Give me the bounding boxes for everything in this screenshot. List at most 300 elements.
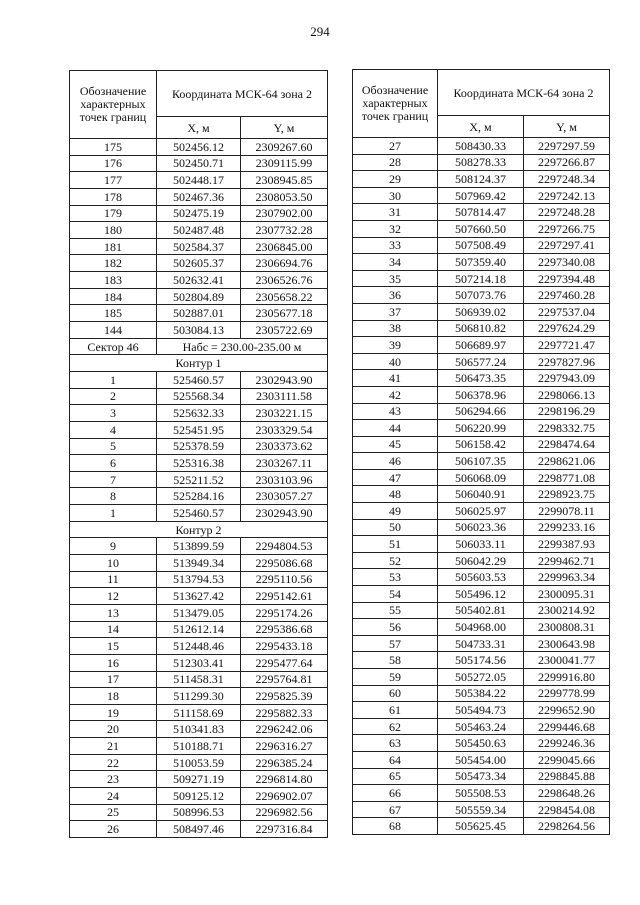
y-coordinate-cell: 2295386.68: [241, 621, 328, 638]
x-coordinate-cell: 510053.59: [157, 754, 241, 771]
y-coordinate-cell: 2296814.80: [241, 771, 328, 788]
sector-height-value: Набс = 230.00-235.00 м: [157, 338, 328, 355]
x-coordinate-cell: 506294.66: [438, 403, 524, 420]
point-number-cell: 180: [70, 222, 157, 239]
y-coordinate-cell: 2308945.85: [241, 172, 328, 189]
point-number-cell: 62: [353, 718, 438, 735]
table-row: [70, 405, 328, 422]
y-coordinate-cell: 2303221.15: [241, 405, 328, 422]
y-coordinate-cell: 2299652.90: [524, 702, 610, 719]
table-row: [353, 818, 610, 835]
point-number-cell: 27: [353, 138, 438, 155]
table-row: [353, 685, 610, 702]
coordinate-system-header: Координата МСК-64 зона 2: [157, 71, 328, 117]
y-coordinate-cell: 2295110.56: [241, 571, 328, 588]
contour-row: [70, 355, 328, 372]
table-row: [70, 505, 328, 522]
point-number-cell: 26: [70, 821, 157, 838]
y-coordinate-cell: 2297721.47: [524, 337, 610, 354]
x-coordinate-cell: 525460.57: [157, 505, 241, 522]
x-coordinate-cell: 525460.57: [157, 371, 241, 388]
point-number-cell: 183: [70, 272, 157, 289]
sector-row: [70, 338, 328, 355]
y-coordinate-cell: 2299916.80: [524, 669, 610, 686]
point-number-cell: 1: [70, 505, 157, 522]
y-coordinate-cell: 2300808.31: [524, 619, 610, 636]
table-row: [353, 303, 610, 320]
x-coordinate-cell: 506042.29: [438, 552, 524, 569]
point-number-cell: 18: [70, 688, 157, 705]
point-number-cell: 12: [70, 588, 157, 605]
x-coordinate-cell: 503084.13: [157, 322, 241, 339]
point-number-cell: 144: [70, 322, 157, 339]
x-coordinate-cell: 505494.73: [438, 702, 524, 719]
x-coordinate-cell: 508430.33: [438, 138, 524, 155]
point-number-cell: 54: [353, 586, 438, 603]
point-number-cell: 50: [353, 519, 438, 536]
y-coordinate-cell: 2303111.58: [241, 388, 328, 405]
point-number-cell: 49: [353, 503, 438, 520]
table-row: [353, 138, 610, 155]
table-row: [353, 154, 610, 171]
table-row: [353, 270, 610, 287]
y-coordinate-cell: 2303373.62: [241, 438, 328, 455]
x-coordinate-cell: 506025.97: [438, 503, 524, 520]
x-coordinate-cell: 509271.19: [157, 771, 241, 788]
table-row: [70, 638, 328, 655]
table-row: [353, 569, 610, 586]
point-column-header: Обозначение характерных точек границ: [353, 70, 438, 138]
x-coordinate-cell: 506810.82: [438, 320, 524, 337]
x-coordinate-cell: 502467.36: [157, 188, 241, 205]
table-row: [70, 671, 328, 688]
table-row: [353, 469, 610, 486]
x-coordinate-cell: 506689.97: [438, 337, 524, 354]
x-coordinate-cell: 506107.35: [438, 453, 524, 470]
table-row: [70, 588, 328, 605]
y-coordinate-cell: 2295882.33: [241, 704, 328, 721]
x-coordinate-cell: 525211.52: [157, 471, 241, 488]
x-coordinate-cell: 509125.12: [157, 787, 241, 804]
x-coordinate-cell: 507969.42: [438, 187, 524, 204]
x-coordinate-cell: 502448.17: [157, 172, 241, 189]
point-number-cell: 56: [353, 619, 438, 636]
point-number-cell: 25: [70, 804, 157, 821]
table-row: [353, 768, 610, 785]
x-coordinate-cell: 507214.18: [438, 270, 524, 287]
point-number-cell: 21: [70, 738, 157, 755]
x-coordinate-cell: 502632.41: [157, 272, 241, 289]
y-coordinate-cell: 2298648.26: [524, 785, 610, 802]
table-row: [353, 552, 610, 569]
coordinate-system-header: Координата МСК-64 зона 2: [438, 70, 610, 116]
y-coordinate-cell: 2309115.99: [241, 155, 328, 172]
table-row: [70, 272, 328, 289]
point-number-cell: 23: [70, 771, 157, 788]
point-number-cell: 58: [353, 652, 438, 669]
x-coordinate-cell: 506577.24: [438, 353, 524, 370]
y-coordinate-cell: 2298771.08: [524, 469, 610, 486]
y-coordinate-cell: 2302943.90: [241, 505, 328, 522]
x-coordinate-cell: 502584.37: [157, 238, 241, 255]
y-coordinate-cell: 2306694.76: [241, 255, 328, 272]
table-row: [353, 669, 610, 686]
x-coordinate-cell: 506939.02: [438, 303, 524, 320]
table-row: [353, 220, 610, 237]
table-row: [70, 721, 328, 738]
y-coordinate-cell: 2295825.39: [241, 688, 328, 705]
coordinates-table-right: [352, 69, 610, 835]
x-coordinate-cell: 510341.83: [157, 721, 241, 738]
table-row: [353, 370, 610, 387]
table-row: [353, 486, 610, 503]
x-coordinate-cell: 512303.41: [157, 654, 241, 671]
table-row: [70, 738, 328, 755]
point-number-cell: 55: [353, 602, 438, 619]
x-coordinate-cell: 512612.14: [157, 621, 241, 638]
table-row: [70, 571, 328, 588]
table-row: [70, 804, 328, 821]
table-row: [70, 754, 328, 771]
x-coordinate-cell: 512448.46: [157, 638, 241, 655]
y-coordinate-cell: 2298621.06: [524, 453, 610, 470]
table-row: [70, 455, 328, 472]
point-number-cell: 22: [70, 754, 157, 771]
point-number-cell: 48: [353, 486, 438, 503]
table-row: [353, 436, 610, 453]
y-coordinate-cell: 2296902.07: [241, 787, 328, 804]
y-coordinate-cell: 2296982.56: [241, 804, 328, 821]
x-coordinate-cell: 513949.34: [157, 555, 241, 572]
table-row: [70, 438, 328, 455]
coordinates-table-left: [69, 70, 328, 838]
x-coordinate-cell: 506378.96: [438, 386, 524, 403]
y-coordinate-cell: 2300041.77: [524, 652, 610, 669]
point-number-cell: 63: [353, 735, 438, 752]
point-number-cell: 57: [353, 635, 438, 652]
x-coordinate-cell: 507073.76: [438, 287, 524, 304]
table-row: [353, 386, 610, 403]
x-coordinate-cell: 507508.49: [438, 237, 524, 254]
table-row: [353, 702, 610, 719]
x-coordinate-cell: 502804.89: [157, 288, 241, 305]
point-number-cell: 2: [70, 388, 157, 405]
table-row: [70, 787, 328, 804]
point-number-cell: 67: [353, 801, 438, 818]
x-coordinate-cell: 502605.37: [157, 255, 241, 272]
x-coordinate-cell: 513479.05: [157, 604, 241, 621]
y-coordinate-cell: 2300643.98: [524, 635, 610, 652]
x-coordinate-cell: 506023.36: [438, 519, 524, 536]
table-row: [70, 471, 328, 488]
y-coordinate-cell: 2298454.08: [524, 801, 610, 818]
y-coordinate-cell: 2299078.11: [524, 503, 610, 520]
x-coordinate-cell: 505625.45: [438, 818, 524, 835]
x-coordinate-cell: 505508.53: [438, 785, 524, 802]
point-number-cell: 8: [70, 488, 157, 505]
x-coordinate-cell: 505463.24: [438, 718, 524, 735]
table-row: [70, 205, 328, 222]
table-row: [353, 453, 610, 470]
point-number-cell: 66: [353, 785, 438, 802]
y-coordinate-cell: 2297248.34: [524, 171, 610, 188]
y-coordinate-cell: 2306845.00: [241, 238, 328, 255]
point-number-cell: 3: [70, 405, 157, 422]
table-row: [353, 735, 610, 752]
point-number-cell: 51: [353, 536, 438, 553]
table-row: [353, 171, 610, 188]
table-row: [353, 718, 610, 735]
y-coordinate-cell: 2299387.93: [524, 536, 610, 553]
table-row: [70, 538, 328, 555]
x-coordinate-cell: 506068.09: [438, 469, 524, 486]
y-coordinate-cell: 2298332.75: [524, 420, 610, 437]
table-row: [70, 172, 328, 189]
x-coordinate-cell: 505496.12: [438, 586, 524, 603]
table-row: [70, 322, 328, 339]
table-row: [70, 654, 328, 671]
table-row: [353, 420, 610, 437]
y-coordinate-cell: 2309267.60: [241, 139, 328, 156]
x-coordinate-cell: 506473.35: [438, 370, 524, 387]
table-row: [70, 704, 328, 721]
page-number: 294: [310, 24, 330, 39]
x-column-header: X, м: [438, 116, 524, 138]
x-coordinate-cell: 506040.91: [438, 486, 524, 503]
y-coordinate-cell: 2295086.68: [241, 555, 328, 572]
table-row: [353, 586, 610, 603]
table-row: [70, 255, 328, 272]
table-row: [353, 287, 610, 304]
x-coordinate-cell: 505174.56: [438, 652, 524, 669]
table-row: [353, 785, 610, 802]
y-coordinate-cell: 2297266.75: [524, 220, 610, 237]
point-number-cell: 35: [353, 270, 438, 287]
x-column-header: X, м: [157, 117, 241, 139]
x-coordinate-cell: 511299.30: [157, 688, 241, 705]
x-coordinate-cell: 508996.53: [157, 804, 241, 821]
y-coordinate-cell: 2297316.84: [241, 821, 328, 838]
x-coordinate-cell: 505603.53: [438, 569, 524, 586]
point-number-cell: 43: [353, 403, 438, 420]
y-coordinate-cell: 2299246.36: [524, 735, 610, 752]
table-row: [353, 204, 610, 221]
point-number-cell: 185: [70, 305, 157, 322]
point-column-header: Обозначение характерных точек границ: [70, 71, 157, 139]
x-coordinate-cell: 525284.16: [157, 488, 241, 505]
table-row: [70, 288, 328, 305]
point-number-cell: 15: [70, 638, 157, 655]
x-coordinate-cell: 505450.63: [438, 735, 524, 752]
y-coordinate-cell: 2295433.18: [241, 638, 328, 655]
y-coordinate-cell: 2298066.13: [524, 386, 610, 403]
y-coordinate-cell: 2298923.75: [524, 486, 610, 503]
x-coordinate-cell: 505402.81: [438, 602, 524, 619]
x-coordinate-cell: 506158.42: [438, 436, 524, 453]
y-coordinate-cell: 2299446.68: [524, 718, 610, 735]
y-coordinate-cell: 2297340.08: [524, 254, 610, 271]
y-coordinate-cell: 2303267.11: [241, 455, 328, 472]
point-number-cell: 16: [70, 654, 157, 671]
x-coordinate-cell: 506220.99: [438, 420, 524, 437]
point-number-cell: 29: [353, 171, 438, 188]
y-coordinate-cell: 2295764.81: [241, 671, 328, 688]
y-coordinate-cell: 2297266.87: [524, 154, 610, 171]
point-number-cell: 59: [353, 669, 438, 686]
y-coordinate-cell: 2297242.13: [524, 187, 610, 204]
y-coordinate-cell: 2300214.92: [524, 602, 610, 619]
point-number-cell: 61: [353, 702, 438, 719]
table-row: [70, 188, 328, 205]
table-row: [70, 139, 328, 156]
point-number-cell: 41: [353, 370, 438, 387]
y-coordinate-cell: 2298845.88: [524, 768, 610, 785]
y-coordinate-cell: 2295174.26: [241, 604, 328, 621]
x-coordinate-cell: 502456.12: [157, 139, 241, 156]
point-number-cell: 6: [70, 455, 157, 472]
point-number-cell: 42: [353, 386, 438, 403]
table-row: [353, 536, 610, 553]
point-number-cell: 28: [353, 154, 438, 171]
table-row: [353, 337, 610, 354]
table-row: [70, 555, 328, 572]
y-column-header: Y, м: [524, 116, 610, 138]
point-number-cell: 1: [70, 371, 157, 388]
point-number-cell: 37: [353, 303, 438, 320]
point-number-cell: 46: [353, 453, 438, 470]
y-coordinate-cell: 2298196.29: [524, 403, 610, 420]
point-number-cell: 181: [70, 238, 157, 255]
y-coordinate-cell: 2294804.53: [241, 538, 328, 555]
y-coordinate-cell: 2297297.59: [524, 138, 610, 155]
table-row: [353, 237, 610, 254]
point-number-cell: 52: [353, 552, 438, 569]
point-number-cell: 53: [353, 569, 438, 586]
x-coordinate-cell: 507814.47: [438, 204, 524, 221]
table-row: [70, 238, 328, 255]
point-number-cell: 182: [70, 255, 157, 272]
x-coordinate-cell: 508497.46: [157, 821, 241, 838]
x-coordinate-cell: 525378.59: [157, 438, 241, 455]
y-coordinate-cell: 2305722.69: [241, 322, 328, 339]
point-number-cell: 7: [70, 471, 157, 488]
table-row: [70, 421, 328, 438]
x-coordinate-cell: 525451.95: [157, 421, 241, 438]
point-number-cell: 30: [353, 187, 438, 204]
x-coordinate-cell: 525568.34: [157, 388, 241, 405]
y-coordinate-cell: 2305677.18: [241, 305, 328, 322]
y-coordinate-cell: 2298264.56: [524, 818, 610, 835]
x-coordinate-cell: 505272.05: [438, 669, 524, 686]
contour-label: Контур 1: [70, 355, 328, 372]
point-number-cell: 179: [70, 205, 157, 222]
table-row: [70, 488, 328, 505]
table-body-right: [353, 138, 610, 835]
x-coordinate-cell: 511158.69: [157, 704, 241, 721]
y-coordinate-cell: 2307902.00: [241, 205, 328, 222]
sector-label: Сектор 46: [70, 338, 157, 355]
x-coordinate-cell: 502450.71: [157, 155, 241, 172]
y-coordinate-cell: 2297943.09: [524, 370, 610, 387]
point-number-cell: 45: [353, 436, 438, 453]
x-coordinate-cell: 525316.38: [157, 455, 241, 472]
point-number-cell: 19: [70, 704, 157, 721]
x-coordinate-cell: 510188.71: [157, 738, 241, 755]
point-number-cell: 17: [70, 671, 157, 688]
y-coordinate-cell: 2307732.28: [241, 222, 328, 239]
y-coordinate-cell: 2297297.41: [524, 237, 610, 254]
point-number-cell: 40: [353, 353, 438, 370]
x-coordinate-cell: 505559.34: [438, 801, 524, 818]
y-coordinate-cell: 2299233.16: [524, 519, 610, 536]
table-row: [353, 353, 610, 370]
y-coordinate-cell: 2297624.29: [524, 320, 610, 337]
x-coordinate-cell: 508124.37: [438, 171, 524, 188]
x-coordinate-cell: 511458.31: [157, 671, 241, 688]
table-row: [70, 821, 328, 838]
y-coordinate-cell: 2296385.24: [241, 754, 328, 771]
point-number-cell: 34: [353, 254, 438, 271]
y-coordinate-cell: 2297248.28: [524, 204, 610, 221]
y-coordinate-cell: 2308053.50: [241, 188, 328, 205]
y-coordinate-cell: 2303329.54: [241, 421, 328, 438]
point-number-cell: 175: [70, 139, 157, 156]
table-row: [70, 771, 328, 788]
table-row: [353, 503, 610, 520]
point-number-cell: 9: [70, 538, 157, 555]
point-number-cell: 64: [353, 751, 438, 768]
table-body-left: [70, 139, 328, 838]
table-row: [353, 635, 610, 652]
y-coordinate-cell: 2306526.76: [241, 272, 328, 289]
x-coordinate-cell: 502475.19: [157, 205, 241, 222]
x-coordinate-cell: 513794.53: [157, 571, 241, 588]
y-coordinate-cell: 2295142.61: [241, 588, 328, 605]
point-number-cell: 33: [353, 237, 438, 254]
x-coordinate-cell: 505473.34: [438, 768, 524, 785]
point-number-cell: 4: [70, 421, 157, 438]
x-coordinate-cell: 505384.22: [438, 685, 524, 702]
table-row: [353, 602, 610, 619]
point-number-cell: 36: [353, 287, 438, 304]
x-coordinate-cell: 502487.48: [157, 222, 241, 239]
table-row: [70, 305, 328, 322]
point-number-cell: 31: [353, 204, 438, 221]
y-coordinate-cell: 2303057.27: [241, 488, 328, 505]
x-coordinate-cell: 502887.01: [157, 305, 241, 322]
y-coordinate-cell: 2297460.28: [524, 287, 610, 304]
y-coordinate-cell: 2299963.34: [524, 569, 610, 586]
point-number-cell: 5: [70, 438, 157, 455]
point-number-cell: 10: [70, 555, 157, 572]
x-coordinate-cell: 513899.59: [157, 538, 241, 555]
point-number-cell: 47: [353, 469, 438, 486]
y-coordinate-cell: 2297537.04: [524, 303, 610, 320]
point-number-cell: 20: [70, 721, 157, 738]
point-number-cell: 60: [353, 685, 438, 702]
table-row: [353, 403, 610, 420]
y-coordinate-cell: 2305658.22: [241, 288, 328, 305]
point-number-cell: 176: [70, 155, 157, 172]
x-coordinate-cell: 504733.31: [438, 635, 524, 652]
x-coordinate-cell: 504968.00: [438, 619, 524, 636]
point-number-cell: 178: [70, 188, 157, 205]
x-coordinate-cell: 525632.33: [157, 405, 241, 422]
table-row: [70, 604, 328, 621]
y-coordinate-cell: 2299462.71: [524, 552, 610, 569]
x-coordinate-cell: 507660.50: [438, 220, 524, 237]
table-row: [70, 155, 328, 172]
